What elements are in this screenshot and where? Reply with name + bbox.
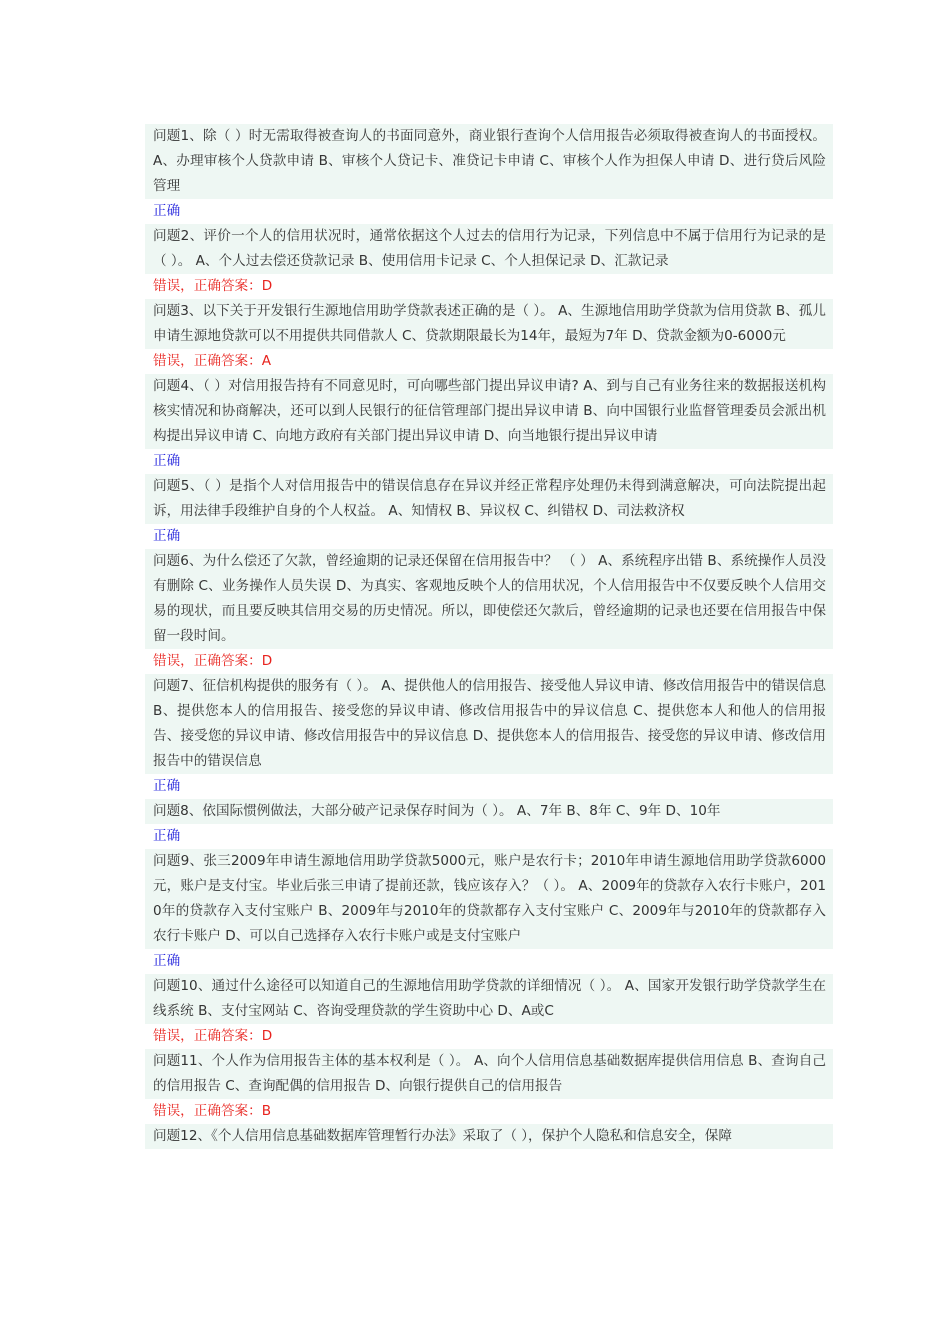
result-wrong: 错误，正确答案：D	[145, 649, 833, 674]
result-correct: 正确	[145, 824, 833, 849]
result-correct: 正确	[145, 449, 833, 474]
result-correct: 正确	[145, 949, 833, 974]
question-list	[145, 124, 833, 1149]
result-wrong: 错误，正确答案：B	[145, 1099, 833, 1124]
question-text: 问题6、为什么偿还了欠款，曾经逾期的记录还保留在信用报告中？ （ ） A、系统程序出错 B、系统操作人员没有删除 C、业务操作人员失误 D、为真实、客观地反映个人的信用状况，个人信用报告中不仅要反映个人信用交易的现状，而且要反映其信用交易的历史情况。所以，即使偿还欠款后，曾经逾期的记录也还要在信用报告中保留一段时间。	[145, 549, 833, 649]
question-text: 问题9、张三2009年申请生源地信用助学贷款5000元，账户是农行卡；2010年申请生源地信用助学贷款6000元，账户是支付宝。毕业后张三申请了提前还款，钱应该存入？（ ）。 A、2009年的贷款存入农行卡账户，2010年的贷款存入支付宝账户 B、2009年与2010年的贷款都存入支付宝账户 C、2009年与2010年的贷款都存入农行卡账户 D、可以自己选择存入农行卡账户或是支付宝账户	[145, 849, 833, 949]
result-correct: 正确	[145, 774, 833, 799]
result-wrong: 错误，正确答案：A	[145, 349, 833, 374]
question-text: 问题5、（ ）是指个人对信用报告中的错误信息存在异议并经正常程序处理仍未得到满意解决，可向法院提出起诉，用法律手段维护自身的个人权益。 A、知情权 B、异议权 C、纠错权 D、司法救济权	[145, 474, 833, 524]
question-text: 问题1、除（ ）时无需取得被查询人的书面同意外，商业银行查询个人信用报告必须取得被查询人的书面授权。 A、办理审核个人贷款申请 B、审核个人贷记卡、准贷记卡申请 C、审核个人作为担保人申请 D、进行贷后风险管理	[145, 124, 833, 199]
question-text: 问题12、《个人信用信息基础数据库管理暂行办法》采取了（ ），保护个人隐私和信息安全，保障	[145, 1124, 833, 1149]
result-wrong: 错误，正确答案：D	[145, 274, 833, 299]
question-text: 问题8、依国际惯例做法，大部分破产记录保存时间为（ ）。 A、7年 B、8年 C、9年 D、10年	[145, 799, 833, 824]
result-wrong: 错误，正确答案：D	[145, 1024, 833, 1049]
result-correct: 正确	[145, 199, 833, 224]
result-correct: 正确	[145, 524, 833, 549]
question-text: 问题4、（ ）对信用报告持有不同意见时，可向哪些部门提出异议申请? A、到与自己有业务往来的数据报送机构核实情况和协商解决，还可以到人民银行的征信管理部门提出异议申请 B、向中国银行业监督管理委员会派出机构提出异议申请 C、向地方政府有关部门提出异议申请 D、向当地银行提出异议申请	[145, 374, 833, 449]
question-text: 问题2、评价一个人的信用状况时，通常依据这个人过去的信用行为记录，下列信息中不属于信用行为记录的是（ ）。 A、个人过去偿还贷款记录 B、使用信用卡记录 C、个人担保记录 D、汇款记录	[145, 224, 833, 274]
question-text: 问题11、个人作为信用报告主体的基本权利是（ ）。 A、向个人信用信息基础数据库提供信用信息 B、查询自己的信用报告 C、查询配偶的信用报告 D、向银行提供自己的信用报告	[145, 1049, 833, 1099]
question-text: 问题7、征信机构提供的服务有（ ）。 A、提供他人的信用报告、接受他人异议申请、修改信用报告中的错误信息 B、提供您本人的信用报告、接受您的异议申请、修改信用报告中的异议信息 C、提供您本人和他人的信用报告、接受您的异议申请、修改信用报告中的异议信息 D、提供您本人的信用报告、接受您的异议申请、修改信用报告中的错误信息	[145, 674, 833, 774]
question-text: 问题10、通过什么途径可以知道自己的生源地信用助学贷款的详细情况（ ）。 A、国家开发银行助学贷款学生在线系统 B、支付宝网站 C、咨询受理贷款的学生资助中心 D、A或C	[145, 974, 833, 1024]
question-text: 问题3、以下关于开发银行生源地信用助学贷款表述正确的是（ ）。 A、生源地信用助学贷款为信用贷款 B、孤儿申请生源地贷款可以不用提供共同借款人 C、贷款期限最长为14年，最短为7年 D、贷款金额为0-6000元	[145, 299, 833, 349]
